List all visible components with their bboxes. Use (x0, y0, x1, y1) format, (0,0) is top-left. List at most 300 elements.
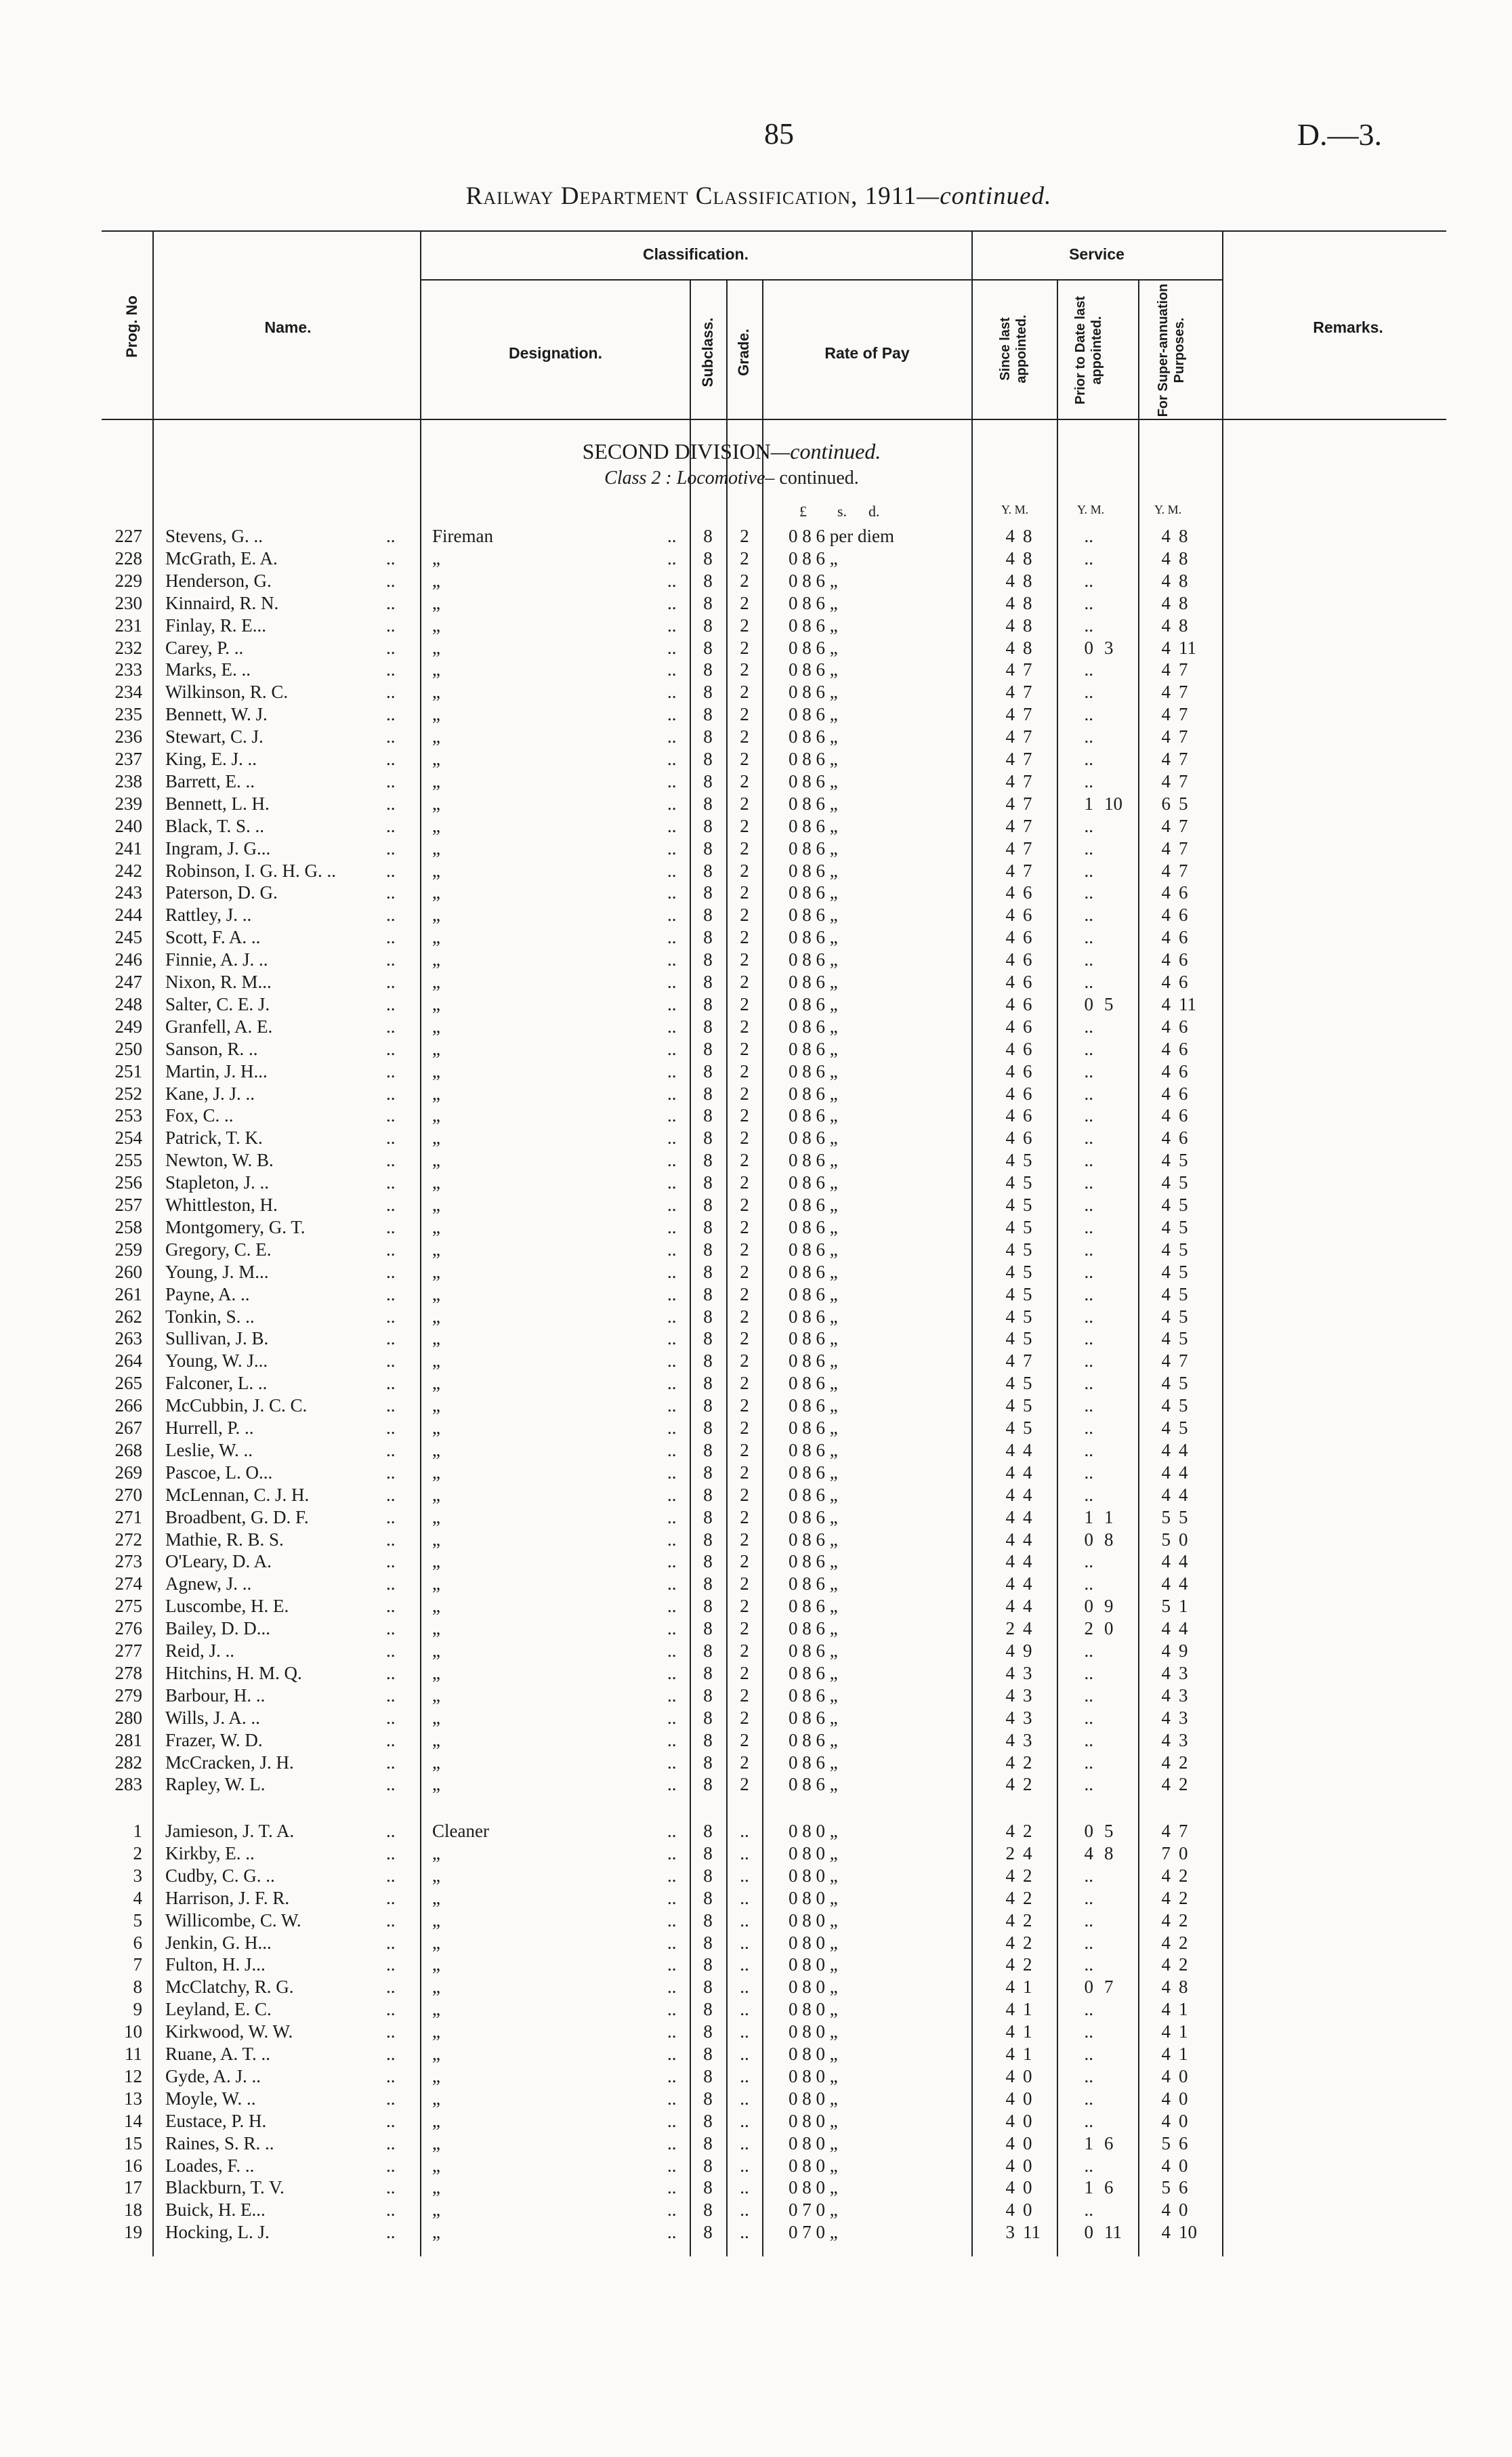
table-row (0, 2110, 1512, 2132)
since-years: 4 (1005, 2132, 1015, 2153)
since-years: 4 (1005, 770, 1015, 791)
leader-dots: .. (386, 615, 396, 636)
since-years: 4 (1005, 1506, 1015, 1527)
table-row (0, 1104, 1512, 1127)
since-years: 4 (1005, 1954, 1015, 1975)
grade: 2 (740, 1395, 749, 1416)
leader-dots: .. (386, 548, 396, 569)
since-years: 4 (1005, 1640, 1015, 1661)
grade: 2 (740, 1105, 749, 1126)
since-months: 0 (1023, 2200, 1032, 2221)
class-suffix: – continued. (765, 468, 859, 489)
super-years: 4 (1161, 1195, 1171, 1215)
super-months: 5 (1179, 1195, 1188, 1215)
since-years: 4 (1005, 1999, 1015, 2020)
since-months: 6 (1023, 1016, 1032, 1037)
designation: „ (432, 637, 440, 658)
page-title (271, 182, 1246, 211)
subclass: 8 (703, 1016, 713, 1037)
subclass: 8 (703, 1172, 713, 1193)
designation: „ (432, 1239, 440, 1260)
leader-dots: .. (667, 1618, 677, 1639)
subclass: 8 (703, 704, 713, 725)
prior-years: .. (1084, 1418, 1093, 1438)
rate-of-pay: 0 8 6 „ (789, 726, 838, 747)
leader-dots: .. (667, 1216, 677, 1237)
super-years: 5 (1161, 2132, 1171, 2153)
super-years: 4 (1161, 526, 1171, 546)
table-row (0, 2043, 1512, 2065)
prog-number: 9 (133, 1999, 142, 2020)
employee-name: Reid, J. .. (165, 1640, 235, 1661)
since-years: 4 (1005, 927, 1015, 948)
employee-name: Buick, H. E... (165, 2200, 266, 2221)
since-months: 7 (1023, 838, 1032, 859)
rate-of-pay: 0 8 6 „ (789, 882, 838, 903)
super-years: 4 (1161, 1774, 1171, 1795)
since-months: 8 (1023, 637, 1032, 658)
prog-number: 234 (114, 682, 142, 703)
grade: 2 (740, 682, 749, 703)
prior-months: 6 (1104, 2132, 1114, 2153)
rate-of-pay: 0 8 6 „ (789, 1573, 838, 1594)
table-row (0, 926, 1512, 949)
super-months: 2 (1179, 1752, 1188, 1773)
prog-number: 266 (114, 1395, 142, 1416)
employee-name: Stapleton, J. .. (165, 1172, 269, 1193)
prog-number: 228 (114, 548, 142, 569)
prog-number: 10 (124, 2021, 142, 2042)
employee-name: Tonkin, S. .. (165, 1306, 255, 1327)
table-row (0, 1506, 1512, 1529)
rate-of-pay: 0 8 6 „ (789, 1618, 838, 1639)
super-years: 4 (1161, 1618, 1171, 1639)
header-top-rule (102, 230, 1446, 232)
prior-years: .. (1084, 905, 1093, 926)
leader-dots: .. (667, 592, 677, 613)
super-years: 5 (1161, 1529, 1171, 1550)
leader-dots: .. (667, 1729, 677, 1750)
super-months: 8 (1179, 615, 1188, 636)
employee-name: Young, W. J... (165, 1350, 268, 1371)
service-rule (971, 279, 1222, 281)
table-row (0, 615, 1512, 637)
subclass: 8 (703, 1842, 713, 1863)
prog-number: 273 (114, 1551, 142, 1572)
super-years: 4 (1161, 2088, 1171, 2109)
prior-years: .. (1084, 1865, 1093, 1886)
prog-number: 261 (114, 1283, 142, 1304)
employee-name: Blackburn, T. V. (165, 2177, 285, 2198)
since-months: 6 (1023, 1083, 1032, 1104)
prog-number: 253 (114, 1105, 142, 1126)
super-months: 0 (1179, 2200, 1188, 2221)
leader-dots: .. (386, 726, 396, 747)
employee-name: McGrath, E. A. (165, 548, 278, 569)
grade: 2 (740, 1150, 749, 1171)
since-months: 0 (1023, 2155, 1032, 2176)
designation: „ (432, 615, 440, 636)
leader-dots: .. (667, 2021, 677, 2042)
since-years: 4 (1005, 1551, 1015, 1572)
prog-number: 268 (114, 1439, 142, 1460)
super-years: 4 (1161, 905, 1171, 926)
grade: .. (740, 1821, 749, 1841)
class-name: Locomotive (676, 468, 765, 489)
subclass: 8 (703, 2021, 713, 2042)
leader-dots: .. (386, 1306, 396, 1327)
since-years: 4 (1005, 838, 1015, 859)
table-row (0, 1550, 1512, 1573)
grade: 2 (740, 1529, 749, 1550)
prior-years: 1 (1084, 2132, 1093, 2153)
leader-dots: .. (667, 548, 677, 569)
leader-dots: .. (667, 1038, 677, 1059)
super-months: 7 (1179, 682, 1188, 703)
rate-of-pay: 0 8 6 „ (789, 1105, 838, 1126)
employee-name: Sullivan, J. B. (165, 1328, 269, 1349)
classification-header: Classification. (643, 245, 749, 263)
super-months: 0 (1179, 2155, 1188, 2176)
since-months: 7 (1023, 682, 1032, 703)
grade: 2 (740, 1752, 749, 1773)
table-row (0, 1752, 1512, 1774)
prog-number: 236 (114, 726, 142, 747)
table-row (0, 1954, 1512, 1976)
table-row (0, 2155, 1512, 2177)
leader-dots: .. (667, 1128, 677, 1149)
rate-of-pay: 0 8 6 per diem (789, 526, 894, 546)
employee-name: Leslie, W. .. (165, 1439, 253, 1460)
grade: .. (740, 2088, 749, 2109)
super-years: 5 (1161, 1506, 1171, 1527)
rate-of-pay: 0 7 0 „ (789, 2200, 838, 2221)
rate-of-pay: 0 8 0 „ (789, 1842, 838, 1863)
prior-months: 9 (1104, 1596, 1114, 1617)
since-years: 4 (1005, 659, 1015, 680)
prior-years: .. (1084, 1060, 1093, 1081)
designation: „ (432, 1707, 440, 1728)
table-row (0, 2088, 1512, 2110)
subclass: 8 (703, 1350, 713, 1371)
since-years: 4 (1005, 1662, 1015, 1683)
since-years: 4 (1005, 2088, 1015, 2109)
prog-number: 281 (114, 1729, 142, 1750)
rate-of-pay: 0 8 6 „ (789, 972, 838, 992)
since-years: 4 (1005, 548, 1015, 569)
since-years: 4 (1005, 882, 1015, 903)
table-row (0, 1261, 1512, 1283)
since-years: 4 (1005, 1060, 1015, 1081)
table-row (0, 2132, 1512, 2155)
since-years: 4 (1005, 2021, 1015, 2042)
rate-of-pay: 0 8 6 „ (789, 1529, 838, 1550)
grade: 2 (740, 905, 749, 926)
rate-of-pay: 0 8 6 „ (789, 548, 838, 569)
grade: 2 (740, 615, 749, 636)
rate-of-pay: 0 8 6 „ (789, 1306, 838, 1327)
employee-name: Carey, P. .. (165, 637, 244, 658)
prior-months: 5 (1104, 993, 1114, 1014)
leader-dots: .. (386, 1932, 396, 1953)
super-years: 4 (1161, 1640, 1171, 1661)
name-header: Name. (264, 318, 312, 336)
table-row (0, 815, 1512, 838)
division-continued: —continued. (770, 439, 881, 463)
since-months: 4 (1023, 1506, 1032, 1527)
leader-dots: .. (386, 1350, 396, 1371)
subclass: 8 (703, 2088, 713, 2109)
rate-of-pay: 0 8 6 „ (789, 1195, 838, 1215)
rate-of-pay: 0 8 6 „ (789, 704, 838, 725)
leader-dots: .. (386, 1261, 396, 1282)
subclass: 8 (703, 1618, 713, 1639)
since-months: 4 (1023, 1596, 1032, 1617)
prog-number: 252 (114, 1083, 142, 1104)
since-months: 4 (1023, 1573, 1032, 1594)
leader-dots: .. (386, 1729, 396, 1750)
super-months: 2 (1179, 1954, 1188, 1975)
prog-number: 258 (114, 1216, 142, 1237)
table-row (0, 1172, 1512, 1194)
leader-dots: .. (667, 1977, 677, 1998)
subclass: 8 (703, 1038, 713, 1059)
subclass: 8 (703, 1596, 713, 1617)
since-years: 4 (1005, 1752, 1015, 1773)
leader-dots: .. (386, 1195, 396, 1215)
prog-number: 282 (114, 1752, 142, 1773)
leader-dots: .. (667, 1373, 677, 1394)
prog-number: 241 (114, 838, 142, 859)
super-months: 2 (1179, 1774, 1188, 1795)
subclass: 8 (703, 815, 713, 836)
designation: „ (432, 659, 440, 680)
prior-years: .. (1084, 1752, 1093, 1773)
rate-of-pay: 0 8 6 „ (789, 1172, 838, 1193)
rate-of-pay: 0 8 6 „ (789, 1373, 838, 1394)
since-months: 3 (1023, 1685, 1032, 1706)
since-months: 8 (1023, 592, 1032, 613)
super-months: 4 (1179, 1462, 1188, 1483)
super-years: 4 (1161, 1150, 1171, 1171)
leader-dots: .. (667, 1060, 677, 1081)
super-months: 7 (1179, 749, 1188, 769)
super-months: 0 (1179, 1842, 1188, 1863)
prog-number: 259 (114, 1239, 142, 1260)
super-years: 4 (1161, 1328, 1171, 1349)
leader-dots: .. (667, 1909, 677, 1930)
years-months-unit: Y. M. (1154, 503, 1182, 516)
employee-name: Bennett, L. H. (165, 793, 270, 814)
leader-dots: .. (667, 1999, 677, 2020)
rate-of-pay: 0 8 6 „ (789, 1128, 838, 1149)
subclass: 8 (703, 882, 713, 903)
rate-of-pay: 0 8 0 „ (789, 2044, 838, 2064)
designation: „ (432, 927, 440, 948)
since-years: 4 (1005, 2110, 1015, 2131)
remarks-header: Remarks. (1313, 318, 1383, 336)
employee-name: Black, T. S. .. (165, 815, 264, 836)
rate-of-pay: 0 8 6 „ (789, 949, 838, 970)
subclass: 8 (703, 1909, 713, 1930)
super-years: 4 (1161, 2110, 1171, 2131)
leader-dots: .. (667, 1462, 677, 1483)
table-row (0, 1842, 1512, 1865)
prior-months: 8 (1104, 1842, 1114, 1863)
employee-name: Fulton, H. J... (165, 1954, 266, 1975)
years-months-unit: Y. M. (1001, 503, 1029, 516)
super-months: 8 (1179, 570, 1188, 591)
prior-years: .. (1084, 1774, 1093, 1795)
prior-years: .. (1084, 815, 1093, 836)
prog-number: 229 (114, 570, 142, 591)
since-years: 4 (1005, 1685, 1015, 1706)
since-years: 4 (1005, 526, 1015, 546)
table-row (0, 971, 1512, 993)
prior-years: .. (1084, 1954, 1093, 1975)
rate-of-pay: 0 8 6 „ (789, 1551, 838, 1572)
table-row (0, 1573, 1512, 1595)
since-months: 3 (1023, 1662, 1032, 1683)
super-years: 4 (1161, 1418, 1171, 1438)
subclass: 8 (703, 1083, 713, 1104)
leader-dots: .. (667, 2044, 677, 2064)
since-years: 4 (1005, 2155, 1015, 2176)
designation: „ (432, 2088, 440, 2109)
super-years: 4 (1161, 570, 1171, 591)
since-months: 6 (1023, 882, 1032, 903)
since-months: 7 (1023, 793, 1032, 814)
leader-dots: .. (386, 1060, 396, 1081)
table-row (0, 1484, 1512, 1506)
super-years: 4 (1161, 659, 1171, 680)
since-years: 4 (1005, 749, 1015, 769)
leader-dots: .. (386, 2155, 396, 2176)
since-months: 5 (1023, 1150, 1032, 1171)
subclass: 8 (703, 1506, 713, 1527)
super-years: 4 (1161, 1707, 1171, 1728)
super-years: 4 (1161, 1909, 1171, 1930)
table-row (0, 1865, 1512, 1887)
prior-years: 0 (1084, 1821, 1093, 1841)
prior-years: .. (1084, 1128, 1093, 1149)
table-row (0, 882, 1512, 904)
employee-name: Fox, C. .. (165, 1105, 234, 1126)
subclass: 8 (703, 2044, 713, 2064)
prior-years: 1 (1084, 793, 1093, 814)
leader-dots: .. (667, 1932, 677, 1953)
table-row (0, 592, 1512, 615)
prog-number: 233 (114, 659, 142, 680)
super-years: 4 (1161, 1999, 1171, 2020)
grade: 2 (740, 1618, 749, 1639)
prog-number: 256 (114, 1172, 142, 1193)
leader-dots: .. (386, 637, 396, 658)
designation: „ (432, 1128, 440, 1149)
table-row (0, 1773, 1512, 1796)
subclass: 8 (703, 793, 713, 814)
employee-name: Cudby, C. G. .. (165, 1865, 275, 1886)
table-row (0, 1239, 1512, 1261)
prior-years: .. (1084, 770, 1093, 791)
designation: „ (432, 1418, 440, 1438)
leader-dots: .. (667, 1283, 677, 1304)
super-months: 0 (1179, 1529, 1188, 1550)
rate-of-pay: 0 8 6 „ (789, 570, 838, 591)
grade: 2 (740, 927, 749, 948)
grade: 2 (740, 1373, 749, 1394)
table-row (0, 1016, 1512, 1038)
super-months: 5 (1179, 1506, 1188, 1527)
prior-years: .. (1084, 704, 1093, 725)
grade: 2 (740, 1707, 749, 1728)
subclass: 8 (703, 526, 713, 546)
table-row (0, 1327, 1512, 1350)
prog-number: 265 (114, 1373, 142, 1394)
leader-dots: .. (386, 1328, 396, 1349)
prior-years: .. (1084, 1105, 1093, 1126)
designation: „ (432, 1774, 440, 1795)
employee-name: Finlay, R. E... (165, 615, 267, 636)
table-row (0, 748, 1512, 770)
super-months: 6 (1179, 972, 1188, 992)
classification-rule (420, 279, 971, 281)
leader-dots: .. (667, 1506, 677, 1527)
super-months: 6 (1179, 882, 1188, 903)
since-months: 5 (1023, 1261, 1032, 1282)
super-years: 4 (1161, 1261, 1171, 1282)
prior-years: .. (1084, 1239, 1093, 1260)
super-years: 4 (1161, 1685, 1171, 1706)
since-years: 4 (1005, 592, 1015, 613)
grade: 2 (740, 1506, 749, 1527)
leader-dots: .. (667, 1261, 677, 1282)
leader-dots: .. (386, 860, 396, 881)
designation: „ (432, 860, 440, 881)
since-months: 8 (1023, 548, 1032, 569)
designation: „ (432, 704, 440, 725)
prog-number: 13 (124, 2088, 142, 2109)
since-years: 4 (1005, 2177, 1015, 2198)
super-months: 1 (1179, 1596, 1188, 1617)
table-row (0, 1462, 1512, 1484)
leader-dots: .. (667, 927, 677, 948)
prog-number: 248 (114, 993, 142, 1014)
rate-of-pay: 0 8 6 „ (789, 1752, 838, 1773)
prior-years: 0 (1084, 2222, 1093, 2243)
employee-name: Barbour, H. .. (165, 1685, 266, 1706)
since-months: 7 (1023, 726, 1032, 747)
grade: .. (740, 2065, 749, 2086)
since-years: 4 (1005, 1216, 1015, 1237)
header-bottom-rule (102, 419, 1446, 420)
rate-of-pay: 0 8 6 „ (789, 1150, 838, 1171)
employee-name: Bailey, D. D... (165, 1618, 270, 1639)
leader-dots: .. (667, 1239, 677, 1260)
super-months: 5 (1179, 1172, 1188, 1193)
super-years: 4 (1161, 2021, 1171, 2042)
super-years: 4 (1161, 1887, 1171, 1908)
grade: 2 (740, 1216, 749, 1237)
prog-number: 269 (114, 1462, 142, 1483)
super-years: 4 (1161, 704, 1171, 725)
employee-name: Falconer, L. .. (165, 1373, 268, 1394)
super-months: 0 (1179, 2065, 1188, 2086)
employee-name: Finnie, A. J. .. (165, 949, 268, 970)
super-years: 4 (1161, 1977, 1171, 1998)
prior-years: .. (1084, 570, 1093, 591)
table-row (0, 1640, 1512, 1662)
